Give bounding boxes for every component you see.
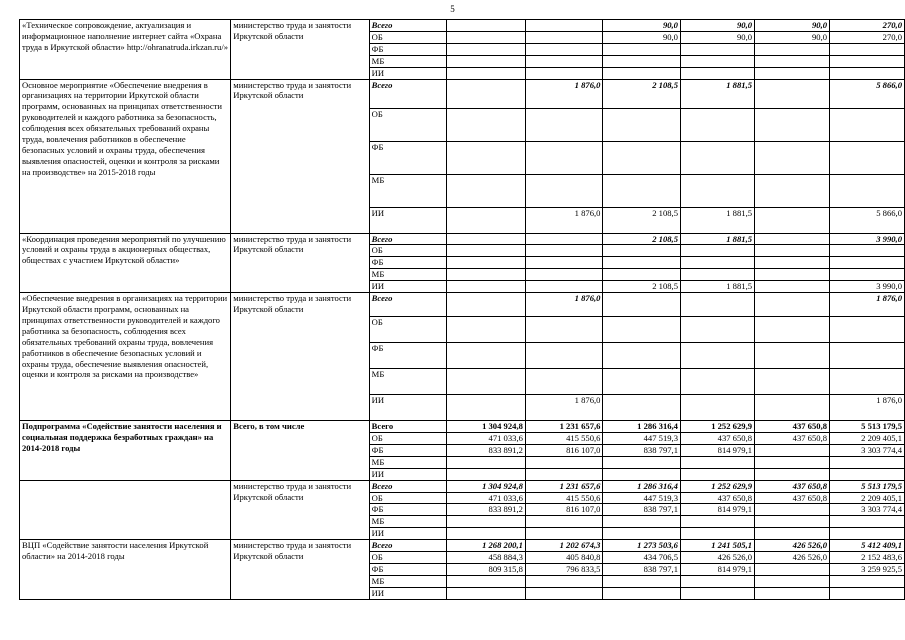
funding-source: ОБ	[369, 317, 446, 343]
amount-2016: 2 108,5	[603, 79, 681, 108]
amount-2018: 437 650,8	[755, 432, 830, 444]
table-row	[20, 480, 905, 492]
amount-2017: 426 526,0	[680, 552, 754, 564]
amount-2018: 426 526,0	[755, 552, 830, 564]
funding-source: ИИ	[369, 468, 446, 480]
funding-source: ФБ	[369, 141, 446, 174]
amount-total: 5 412 409,1	[830, 540, 905, 552]
amount-2016	[603, 317, 681, 343]
amount-2014	[446, 587, 525, 599]
amount-2017: 1 252 629,9	[680, 480, 754, 492]
amount-2017	[680, 174, 754, 207]
amount-2015	[525, 245, 603, 257]
amount-2014: 809 315,8	[446, 563, 525, 575]
amount-2016	[603, 245, 681, 257]
activity-name: «Координация проведения мероприятий по улучшению условий и охраны труда в акционерных обществах, обществах с участием Иркутской области»	[20, 233, 231, 293]
funding-source: ФБ	[369, 504, 446, 516]
amount-2018	[755, 55, 830, 67]
amount-2015	[525, 20, 603, 32]
amount-2017: 1 252 629,9	[680, 421, 754, 433]
amount-2016	[603, 67, 681, 79]
amount-2016: 838 797,1	[603, 563, 681, 575]
funding-source: ОБ	[369, 432, 446, 444]
amount-2018	[755, 395, 830, 421]
activity-name: Основное мероприятие «Обеспечение внедрения в организациях на территории Иркутской области программ, основанных на принципах ответственности руководителей и каждого работника за безопасность, соблюдения всех обязательных требований охраны труда, вовлечения работников в обеспечение безопасных условий и охраны труда, обеспечения выявления опасностей, оценки и контроля за рисками на производстве» на 2015-2018 годы	[20, 79, 231, 233]
amount-2015: 1 876,0	[525, 293, 603, 317]
amount-total	[830, 67, 905, 79]
responsible-executor: министерство труда и занятости Иркутской области	[231, 20, 369, 80]
amount-2016: 447 519,3	[603, 432, 681, 444]
amount-2015	[525, 31, 603, 43]
funding-source: МБ	[369, 456, 446, 468]
amount-2016	[603, 174, 681, 207]
amount-2018	[755, 528, 830, 540]
amount-2018	[755, 369, 830, 395]
amount-total: 1 876,0	[830, 395, 905, 421]
amount-2018	[755, 516, 830, 528]
funding-source: ФБ	[369, 343, 446, 369]
amount-2014: 1 268 200,1	[446, 540, 525, 552]
amount-2014	[446, 108, 525, 141]
amount-2015	[525, 528, 603, 540]
amount-2016	[603, 55, 681, 67]
responsible-executor: министерство труда и занятости Иркутской области	[231, 480, 369, 540]
amount-2018	[755, 317, 830, 343]
amount-total	[830, 575, 905, 587]
amount-2014	[446, 31, 525, 43]
amount-total	[830, 141, 905, 174]
amount-2018	[755, 257, 830, 269]
table-row	[20, 79, 905, 108]
amount-2017	[680, 343, 754, 369]
amount-2017: 1 881,5	[680, 207, 754, 233]
funding-source: ФБ	[369, 43, 446, 55]
amount-total: 3 990,0	[830, 281, 905, 293]
funding-source: ИИ	[369, 281, 446, 293]
amount-2017	[680, 395, 754, 421]
funding-source: Всего	[369, 540, 446, 552]
amount-2018	[755, 575, 830, 587]
amount-total	[830, 257, 905, 269]
amount-2018: 90,0	[755, 20, 830, 32]
amount-2017: 1 881,5	[680, 233, 754, 245]
amount-2018	[755, 207, 830, 233]
amount-2015	[525, 575, 603, 587]
amount-2014	[446, 20, 525, 32]
funding-source: ИИ	[369, 207, 446, 233]
amount-2014	[446, 369, 525, 395]
amount-total	[830, 516, 905, 528]
amount-2015: 1 876,0	[525, 207, 603, 233]
amount-2016	[603, 293, 681, 317]
amount-2014	[446, 55, 525, 67]
amount-2016: 2 108,5	[603, 281, 681, 293]
amount-2015: 405 840,8	[525, 552, 603, 564]
amount-2015	[525, 43, 603, 55]
amount-2016	[603, 108, 681, 141]
amount-2018: 90,0	[755, 31, 830, 43]
amount-2016	[603, 456, 681, 468]
amount-2018	[755, 444, 830, 456]
amount-2016	[603, 528, 681, 540]
funding-source: ИИ	[369, 528, 446, 540]
amount-2017	[680, 317, 754, 343]
amount-2018: 437 650,8	[755, 492, 830, 504]
amount-2014	[446, 575, 525, 587]
amount-2017	[680, 456, 754, 468]
amount-total	[830, 245, 905, 257]
amount-2014	[446, 528, 525, 540]
funding-source: ФБ	[369, 444, 446, 456]
funding-source: ОБ	[369, 492, 446, 504]
responsible-executor: министерство труда и занятости Иркутской области	[231, 293, 369, 421]
amount-2017: 814 979,1	[680, 563, 754, 575]
amount-2015: 816 107,0	[525, 504, 603, 516]
amount-2015	[525, 587, 603, 599]
amount-2014	[446, 281, 525, 293]
amount-total	[830, 369, 905, 395]
amount-2017	[680, 468, 754, 480]
amount-2018	[755, 245, 830, 257]
amount-2014: 1 304 924,8	[446, 421, 525, 433]
amount-2014: 1 304 924,8	[446, 480, 525, 492]
amount-2014	[446, 257, 525, 269]
amount-2017: 90,0	[680, 31, 754, 43]
amount-2015	[525, 317, 603, 343]
amount-total: 5 866,0	[830, 79, 905, 108]
funding-source: ИИ	[369, 587, 446, 599]
amount-total	[830, 468, 905, 480]
amount-2014	[446, 79, 525, 108]
funding-source: МБ	[369, 369, 446, 395]
amount-total: 270,0	[830, 20, 905, 32]
amount-2016: 434 706,5	[603, 552, 681, 564]
amount-2017	[680, 43, 754, 55]
amount-2014	[446, 245, 525, 257]
amount-2015	[525, 468, 603, 480]
amount-total: 2 209 405,1	[830, 432, 905, 444]
responsible-executor: Всего, в том числе	[231, 421, 369, 481]
responsible-executor: министерство труда и занятости Иркутской области	[231, 540, 369, 600]
funding-source: ИИ	[369, 395, 446, 421]
amount-2017	[680, 257, 754, 269]
amount-2018	[755, 269, 830, 281]
amount-2014	[446, 67, 525, 79]
amount-2016: 838 797,1	[603, 444, 681, 456]
amount-total: 2 209 405,1	[830, 492, 905, 504]
table-row	[20, 421, 905, 433]
amount-2014	[446, 516, 525, 528]
amount-2015	[525, 257, 603, 269]
activity-name: «Техническое сопровождение, актуализация и информационное наполнение интернет сайта «Охрана труда в Иркутской области» http://ohranatruda.irkzan.ru/»	[20, 20, 231, 80]
table-row	[20, 233, 905, 245]
funding-source: ОБ	[369, 108, 446, 141]
amount-total	[830, 43, 905, 55]
amount-2014	[446, 456, 525, 468]
amount-2016	[603, 369, 681, 395]
amount-2017	[680, 587, 754, 599]
amount-2016	[603, 343, 681, 369]
amount-total	[830, 343, 905, 369]
amount-2018	[755, 563, 830, 575]
amount-total: 2 152 483,6	[830, 552, 905, 564]
amount-2017	[680, 528, 754, 540]
funding-source: МБ	[369, 55, 446, 67]
funding-source: МБ	[369, 575, 446, 587]
amount-2014: 833 891,2	[446, 444, 525, 456]
amount-2017	[680, 293, 754, 317]
amount-2017	[680, 55, 754, 67]
amount-2018: 437 650,8	[755, 421, 830, 433]
amount-2018	[755, 281, 830, 293]
amount-total	[830, 174, 905, 207]
table-row	[20, 293, 905, 317]
amount-2015	[525, 281, 603, 293]
funding-source: Всего	[369, 293, 446, 317]
amount-2014	[446, 293, 525, 317]
amount-2016	[603, 575, 681, 587]
amount-2015: 415 550,6	[525, 492, 603, 504]
amount-2017: 90,0	[680, 20, 754, 32]
responsible-executor: министерство труда и занятости Иркутской области	[231, 233, 369, 293]
amount-2014	[446, 317, 525, 343]
funding-source: МБ	[369, 174, 446, 207]
amount-2015	[525, 343, 603, 369]
amount-2014	[446, 207, 525, 233]
amount-2014	[446, 269, 525, 281]
amount-2015	[525, 108, 603, 141]
amount-2016: 838 797,1	[603, 504, 681, 516]
activity-name	[20, 480, 231, 540]
amount-2018	[755, 504, 830, 516]
amount-2016	[603, 468, 681, 480]
amount-2015	[525, 269, 603, 281]
funding-source: Всего	[369, 421, 446, 433]
amount-2014	[446, 395, 525, 421]
amount-2016	[603, 141, 681, 174]
amount-2018	[755, 43, 830, 55]
amount-total	[830, 587, 905, 599]
amount-2014	[446, 174, 525, 207]
amount-2018	[755, 343, 830, 369]
amount-2017: 437 650,8	[680, 492, 754, 504]
amount-2015: 1 876,0	[525, 79, 603, 108]
amount-2015: 415 550,6	[525, 432, 603, 444]
amount-2016: 1 273 503,6	[603, 540, 681, 552]
amount-2015: 796 833,5	[525, 563, 603, 575]
amount-2017: 814 979,1	[680, 504, 754, 516]
amount-total: 5 513 179,5	[830, 480, 905, 492]
amount-2018	[755, 293, 830, 317]
amount-2014: 833 891,2	[446, 504, 525, 516]
amount-2016: 1 286 316,4	[603, 480, 681, 492]
amount-total	[830, 528, 905, 540]
amount-2015	[525, 233, 603, 245]
amount-total	[830, 108, 905, 141]
responsible-executor: министерство труда и занятости Иркутской области	[231, 79, 369, 233]
amount-2016	[603, 516, 681, 528]
amount-total	[830, 456, 905, 468]
amount-2016	[603, 395, 681, 421]
amount-total: 3 259 925,5	[830, 563, 905, 575]
amount-2016	[603, 269, 681, 281]
amount-total	[830, 317, 905, 343]
amount-2017	[680, 108, 754, 141]
activity-name: Подпрограмма «Содействие занятости населения и социальная поддержка безработных граждан» на 2014-2018 годы	[20, 421, 231, 481]
amount-2018	[755, 587, 830, 599]
amount-total: 270,0	[830, 31, 905, 43]
funding-source: ОБ	[369, 31, 446, 43]
funding-source: МБ	[369, 269, 446, 281]
amount-2015: 1 231 657,6	[525, 421, 603, 433]
amount-total: 5 513 179,5	[830, 421, 905, 433]
amount-2016: 1 286 316,4	[603, 421, 681, 433]
amount-2017	[680, 269, 754, 281]
amount-2018	[755, 174, 830, 207]
amount-2014: 471 033,6	[446, 432, 525, 444]
amount-2018	[755, 233, 830, 245]
amount-2017	[680, 67, 754, 79]
amount-2017: 1 881,5	[680, 281, 754, 293]
budget-table	[19, 19, 905, 600]
amount-total: 3 303 774,4	[830, 504, 905, 516]
funding-source: Всего	[369, 79, 446, 108]
activity-name: «Обеспечение внедрения в организациях на территории Иркутской области программ, основанных на принципах ответственности руководителей и каждого работника за безопасность, соблюдения всех обязательных требований охраны труда, вовлечения работников в обеспечение безопасных условий и охраны труда, обеспечение выявления опасностей, оценки и контроля за рисками на производстве»	[20, 293, 231, 421]
funding-source: ИИ	[369, 67, 446, 79]
amount-2017	[680, 141, 754, 174]
amount-2015	[525, 456, 603, 468]
amount-2017	[680, 516, 754, 528]
amount-2016: 2 108,5	[603, 207, 681, 233]
amount-total: 3 303 774,4	[830, 444, 905, 456]
amount-2016: 90,0	[603, 31, 681, 43]
funding-source: Всего	[369, 20, 446, 32]
amount-2017	[680, 369, 754, 395]
funding-source: МБ	[369, 516, 446, 528]
amount-total: 3 990,0	[830, 233, 905, 245]
amount-2018	[755, 79, 830, 108]
amount-2015	[525, 369, 603, 395]
amount-2017	[680, 245, 754, 257]
amount-total	[830, 269, 905, 281]
amount-2017: 437 650,8	[680, 432, 754, 444]
funding-source: Всего	[369, 480, 446, 492]
amount-2015	[525, 141, 603, 174]
amount-2014	[446, 468, 525, 480]
amount-2017: 1 241 505,1	[680, 540, 754, 552]
table-row	[20, 20, 905, 32]
amount-2015: 1 231 657,6	[525, 480, 603, 492]
amount-2018	[755, 468, 830, 480]
amount-total	[830, 55, 905, 67]
amount-2016: 2 108,5	[603, 233, 681, 245]
amount-2018: 426 526,0	[755, 540, 830, 552]
amount-2018	[755, 108, 830, 141]
amount-2016	[603, 587, 681, 599]
amount-total: 1 876,0	[830, 293, 905, 317]
amount-2014	[446, 233, 525, 245]
amount-2017	[680, 575, 754, 587]
amount-2014	[446, 43, 525, 55]
amount-2015	[525, 55, 603, 67]
amount-2015	[525, 174, 603, 207]
funding-source: Всего	[369, 233, 446, 245]
amount-2016: 447 519,3	[603, 492, 681, 504]
funding-source: ФБ	[369, 563, 446, 575]
amount-2014: 458 884,3	[446, 552, 525, 564]
amount-2015: 1 876,0	[525, 395, 603, 421]
amount-2016	[603, 257, 681, 269]
amount-2015	[525, 516, 603, 528]
amount-2015: 816 107,0	[525, 444, 603, 456]
amount-2014	[446, 141, 525, 174]
amount-2015	[525, 67, 603, 79]
amount-2016	[603, 43, 681, 55]
amount-2015: 1 202 674,3	[525, 540, 603, 552]
amount-2014: 471 033,6	[446, 492, 525, 504]
amount-2018	[755, 67, 830, 79]
page-number: 5	[450, 4, 455, 14]
funding-source: ОБ	[369, 245, 446, 257]
activity-name: ВЦП «Содействие занятости населения Иркутской области» на 2014-2018 годы	[20, 540, 231, 600]
amount-2017: 1 881,5	[680, 79, 754, 108]
amount-2018	[755, 456, 830, 468]
table-row	[20, 540, 905, 552]
amount-2017: 814 979,1	[680, 444, 754, 456]
amount-2016: 90,0	[603, 20, 681, 32]
funding-source: ОБ	[369, 552, 446, 564]
funding-source: ФБ	[369, 257, 446, 269]
amount-2014	[446, 343, 525, 369]
amount-2018	[755, 141, 830, 174]
amount-2018: 437 650,8	[755, 480, 830, 492]
amount-total: 5 866,0	[830, 207, 905, 233]
